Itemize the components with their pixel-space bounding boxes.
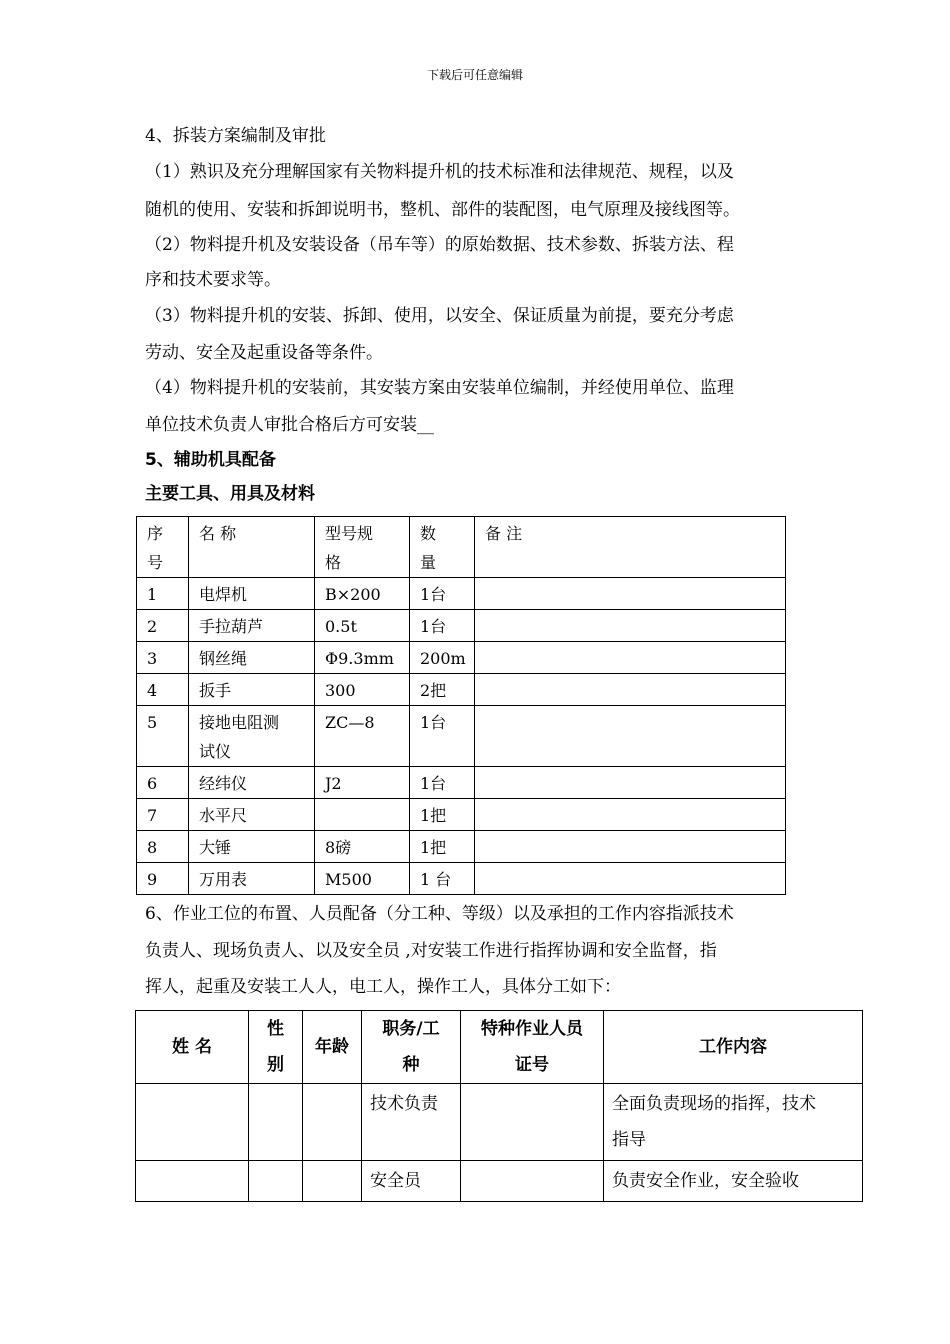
header-cell: 备 注 xyxy=(475,517,786,578)
para-line: （3）物料提升机的安装、拆卸、使用，以安全、保证质量为前提，要充分考虑 xyxy=(145,306,734,326)
table-row xyxy=(137,642,786,674)
table-cell: 2 xyxy=(137,610,189,642)
tools-table xyxy=(136,516,786,895)
staff-header-row xyxy=(136,1011,863,1084)
table-cell: 接地电阻测 试仪 xyxy=(189,706,315,767)
table-cell: 安全员 xyxy=(362,1161,461,1202)
section5-title: 5、辅助机具配备 xyxy=(145,450,276,470)
table-cell: 1 台 xyxy=(410,863,475,895)
section4-title: 4、拆装方案编制及审批 xyxy=(145,126,326,146)
table-cell: 大锤 xyxy=(189,831,315,863)
table-cell: 5 xyxy=(137,706,189,767)
table-row xyxy=(137,578,786,610)
table-row xyxy=(137,706,786,767)
table-cell: 9 xyxy=(137,863,189,895)
table-cell: M500 xyxy=(315,863,410,895)
tools-header-row xyxy=(137,517,786,578)
tools-table-title: 主要工具、用具及材料 xyxy=(145,484,315,504)
header-cell: 特种作业人员 证号 xyxy=(461,1011,604,1084)
table-cell xyxy=(303,1161,362,1202)
table-cell: 8磅 xyxy=(315,831,410,863)
table-cell: Φ9.3mm xyxy=(315,642,410,674)
table-cell: 钢丝绳 xyxy=(189,642,315,674)
page-header: 下载后可任意编辑 xyxy=(426,68,523,82)
table-cell: 4 xyxy=(137,674,189,706)
table-cell xyxy=(475,767,786,799)
table-row xyxy=(137,863,786,895)
header-cell: 序 号 xyxy=(137,517,189,578)
para-line: （4）物料提升机的安装前，其安装方案由安装单位编制，并经使用单位、监理 xyxy=(145,378,734,398)
table-cell: 经纬仪 xyxy=(189,767,315,799)
table-cell xyxy=(475,642,786,674)
para6-line: 挥人，起重及安装工人人，电工人，操作工人，具体分工如下： xyxy=(145,977,621,997)
table-row xyxy=(137,799,786,831)
table-cell xyxy=(461,1161,604,1202)
table-cell xyxy=(475,578,786,610)
table-cell xyxy=(136,1161,249,1202)
table-cell: 1台 xyxy=(410,578,475,610)
table-cell: 3 xyxy=(137,642,189,674)
header-cell: 数 量 xyxy=(410,517,475,578)
table-cell xyxy=(461,1084,604,1161)
table-cell: 6 xyxy=(137,767,189,799)
para-line: 劳动、安全及起重设备等条件。 xyxy=(145,343,383,363)
table-cell: 手拉葫芦 xyxy=(189,610,315,642)
table-row xyxy=(137,831,786,863)
table-cell: B×200 xyxy=(315,578,410,610)
table-row xyxy=(137,674,786,706)
table-cell: 1把 xyxy=(410,831,475,863)
header-cell: 性 别 xyxy=(249,1011,303,1084)
para-line: 序和技术要求等。 xyxy=(145,270,281,290)
para-line: 随机的使用、安装和拆卸说明书，整机、部件的装配图，电气原理及接线图等。 xyxy=(145,200,740,220)
table-cell: 扳手 xyxy=(189,674,315,706)
table-cell xyxy=(475,610,786,642)
table-cell: 1把 xyxy=(410,799,475,831)
table-cell: 万用表 xyxy=(189,863,315,895)
table-row xyxy=(137,610,786,642)
header-cell: 名 称 xyxy=(189,517,315,578)
para-line: 单位技术负责人审批合格后方可安装__ xyxy=(145,415,434,435)
header-cell: 姓 名 xyxy=(136,1011,249,1084)
table-cell xyxy=(303,1084,362,1161)
header-cell: 工作内容 xyxy=(604,1011,863,1084)
table-cell: 1台 xyxy=(410,767,475,799)
table-cell: 负责安全作业，安全验收 xyxy=(604,1161,863,1202)
table-cell: 200m xyxy=(410,642,475,674)
table-cell: 0.5t xyxy=(315,610,410,642)
table-cell: 1台 xyxy=(410,706,475,767)
table-cell xyxy=(475,674,786,706)
table-cell: 2把 xyxy=(410,674,475,706)
table-cell xyxy=(249,1161,303,1202)
table-cell xyxy=(475,706,786,767)
table-cell: 1 xyxy=(137,578,189,610)
table-cell xyxy=(475,863,786,895)
table-cell xyxy=(315,799,410,831)
table-cell: 300 xyxy=(315,674,410,706)
para6-line: 6、作业工位的布置、人员配备（分工种、等级）以及承担的工作内容指派技术 xyxy=(145,904,734,924)
table-cell: 8 xyxy=(137,831,189,863)
table-cell: 电焊机 xyxy=(189,578,315,610)
table-cell: 全面负责现场的指挥，技术 指导 xyxy=(604,1084,863,1161)
header-cell: 年龄 xyxy=(303,1011,362,1084)
para6-line: 负责人、现场负责人、以及安全员 ,对安装工作进行指挥协调和安全监督，指 xyxy=(145,941,717,961)
table-cell: ZC—8 xyxy=(315,706,410,767)
table-row xyxy=(137,767,786,799)
table-cell: 水平尺 xyxy=(189,799,315,831)
table-cell: 7 xyxy=(137,799,189,831)
header-cell: 职务/工 种 xyxy=(362,1011,461,1084)
table-cell: 1台 xyxy=(410,610,475,642)
para-line: （1）熟识及充分理解国家有关物料提升机的技术标准和法律规范、规程，以及 xyxy=(145,162,734,182)
table-cell xyxy=(136,1084,249,1161)
table-cell: 技术负责 xyxy=(362,1084,461,1161)
table-row xyxy=(136,1161,863,1202)
table-cell xyxy=(475,799,786,831)
table-cell: J2 xyxy=(315,767,410,799)
table-cell xyxy=(249,1084,303,1161)
header-cell: 型号规 格 xyxy=(315,517,410,578)
table-cell xyxy=(475,831,786,863)
staff-table xyxy=(135,1010,863,1202)
table-row xyxy=(136,1084,863,1161)
para-line: （2）物料提升机及安装设备（吊车等）的原始数据、技术参数、拆装方法、程 xyxy=(145,235,734,255)
